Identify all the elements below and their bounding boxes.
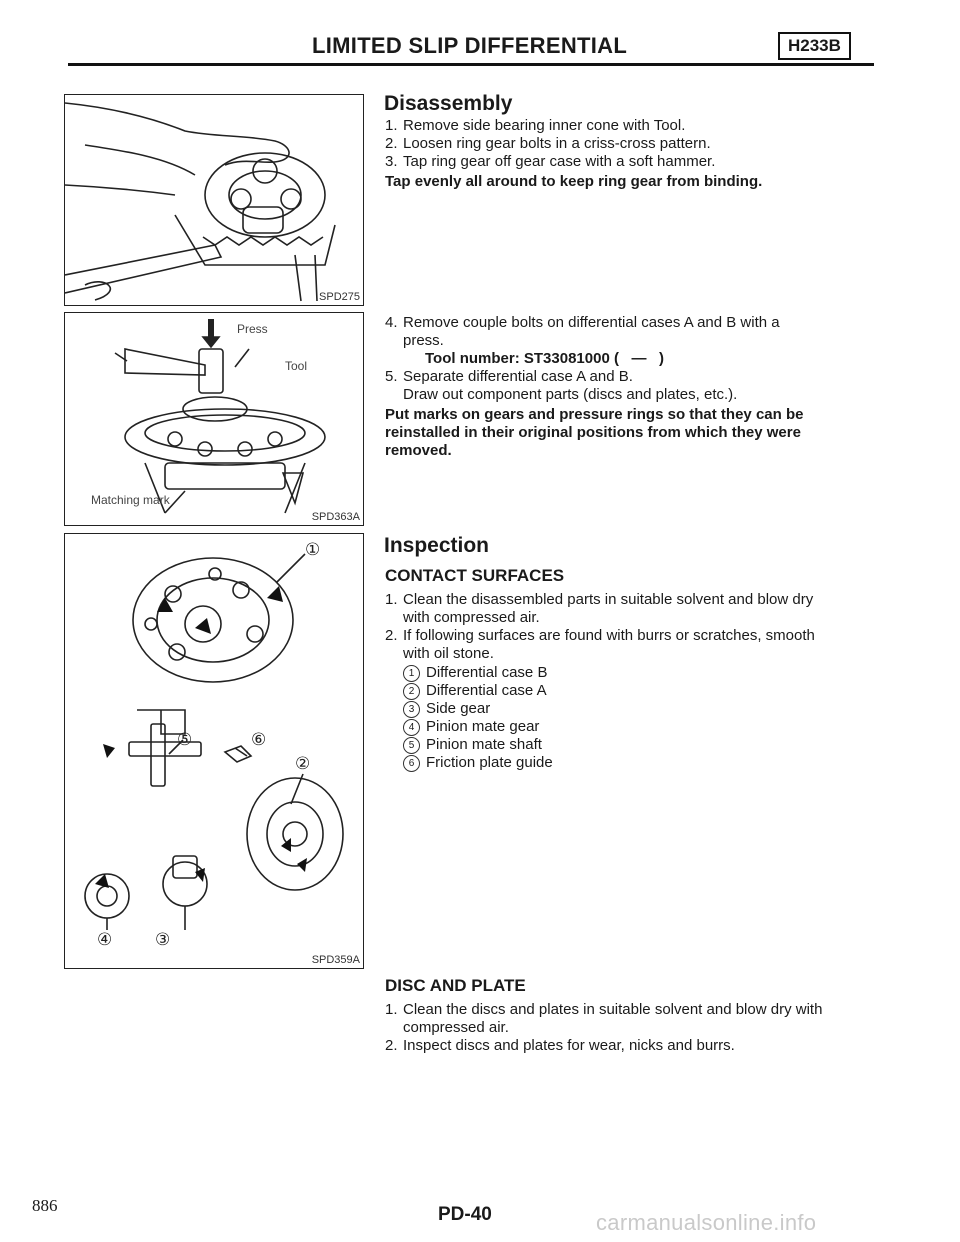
ring-gear-hammer-illustration <box>65 95 363 305</box>
section-heading-disassembly: Disassembly <box>384 92 513 115</box>
figure-code: SPD359A <box>311 954 360 966</box>
figure-code: SPD275 <box>319 291 360 303</box>
header-rule <box>68 63 874 66</box>
page-number: 886 <box>32 1196 58 1215</box>
part-item: 1 Differential case B <box>403 664 547 682</box>
tool-number: Tool number: ST33081000 ( — ) <box>425 350 664 367</box>
disc-step-1-line-2: compressed air. <box>403 1019 509 1036</box>
contact-step-1: 1. Clean the disassembled parts in suitable solvent and blow dry <box>385 591 814 608</box>
step-4: 4. Remove couple bolts on differential cases A and B with a <box>385 314 780 331</box>
section-code-badge: H233B <box>778 32 851 60</box>
tool-label: Tool <box>285 359 308 373</box>
note-marks-line-1: Put marks on gears and pressure rings so that they can be <box>385 406 804 423</box>
page-code: PD-40 <box>438 1204 492 1225</box>
callout-4: ④ <box>97 930 113 949</box>
part-item: 4 Pinion mate gear <box>403 718 539 736</box>
watermark: carmanualsonline.info <box>596 1210 817 1235</box>
step-3: 3. Tap ring gear off gear case with a soft hammer. <box>385 153 716 170</box>
section-heading-inspection: Inspection <box>384 534 490 557</box>
disc-step-2: 2. Inspect discs and plates for wear, nicks and burrs. <box>385 1037 735 1054</box>
figure-press-separation <box>64 312 364 526</box>
subheading-disc-and-plate: DISC AND PLATE <box>385 976 526 995</box>
figure-components <box>64 533 364 969</box>
part-item: 6 Friction plate guide <box>403 754 553 772</box>
note-marks-line-3: removed. <box>385 442 452 459</box>
press-label: Press <box>237 322 268 336</box>
disassembly-steps <box>385 117 875 193</box>
part-item: 5 Pinion mate shaft <box>403 736 542 754</box>
figure-code: SPD363A <box>311 511 360 523</box>
matching-mark-label: Matching mark <box>91 493 170 507</box>
disc-plate-steps <box>385 1001 885 1057</box>
contact-step-1-line-2: with compressed air. <box>403 609 540 626</box>
step-2: 2. Loosen ring gear bolts in a criss-cross pattern. <box>385 135 711 152</box>
step-5: 5. Separate differential case A and B. <box>385 368 633 385</box>
part-item: 3 Side gear <box>403 700 490 718</box>
step-1: 1. Remove side bearing inner cone with Tool. <box>385 117 686 134</box>
note-marks-line-2: reinstalled in their original positions from which they were <box>385 424 801 441</box>
page-title: LIMITED SLIP DIFFERENTIAL <box>312 33 628 58</box>
disc-step-1: 1. Clean the discs and plates in suitable solvent and blow dry with <box>385 1001 823 1018</box>
components-illustration <box>65 534 363 968</box>
subheading-contact-surfaces: CONTACT SURFACES <box>385 566 565 585</box>
callout-6: ⑥ <box>251 730 267 749</box>
step-4-line-2: press. <box>403 332 444 349</box>
callout-1: ① <box>305 540 321 559</box>
contact-step-2-line-2: with oil stone. <box>403 645 494 662</box>
callout-5: ⑤ <box>177 730 193 749</box>
contact-step-2: 2. If following surfaces are found with burrs or scratches, smooth <box>385 627 815 644</box>
callout-2: ② <box>295 754 311 773</box>
callout-3: ③ <box>155 930 171 949</box>
disassembly-steps-continued <box>385 314 875 464</box>
figure-ring-gear-removal <box>64 94 364 306</box>
part-item: 2 Differential case A <box>403 682 547 700</box>
contact-surfaces-steps <box>385 591 885 773</box>
note-tap-evenly: Tap evenly all around to keep ring gear from binding. <box>385 173 763 190</box>
step-5-line-2: Draw out component parts (discs and plates, etc.). <box>403 386 738 403</box>
